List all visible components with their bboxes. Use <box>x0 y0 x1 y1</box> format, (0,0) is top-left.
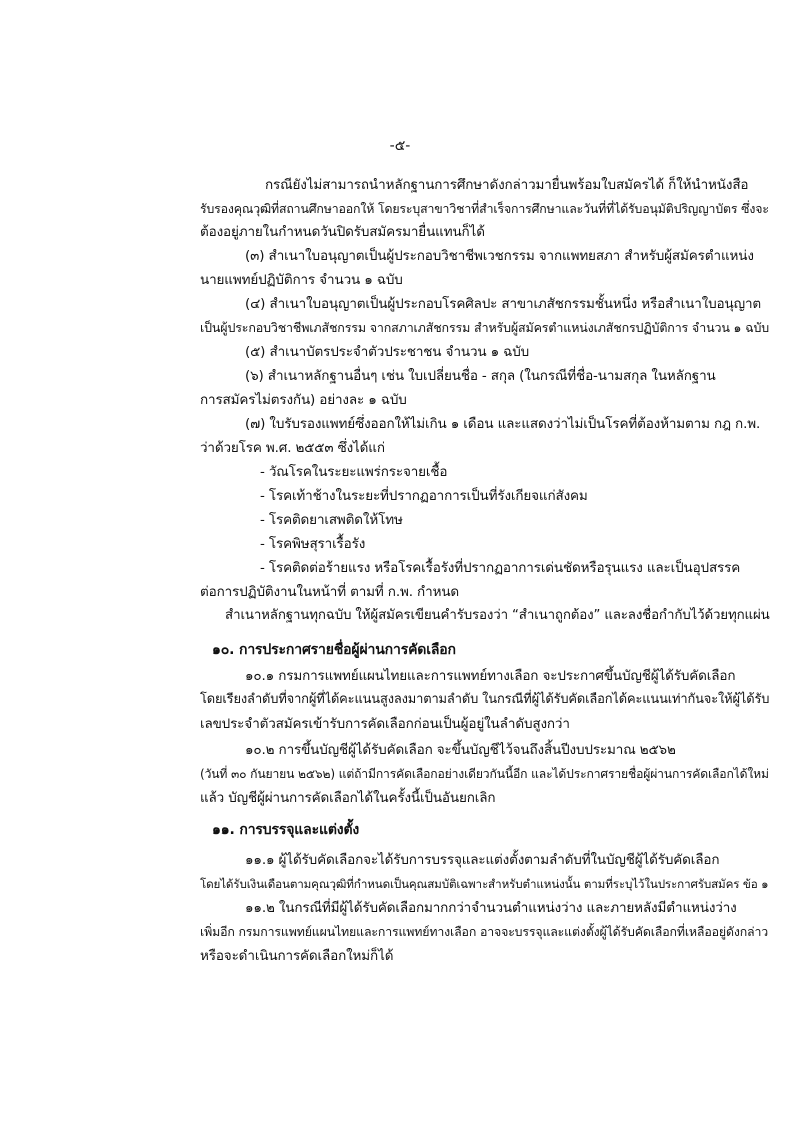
disease-item: - โรคพิษสุราเรื้อรัง <box>260 536 366 552</box>
doc-item-7-line-1: (๗) ใบรับรองแพทย์ซึ่งออกให้ไม่เกิน ๑ เดือน และแสดงว่าไม่เป็นโรคที่ต้องห้ามตาม กฎ ก.พ. <box>245 416 761 432</box>
page-number: -๕- <box>389 138 411 154</box>
section-10-1-line-2: โดยเรียงลำดับที่จากผู้ที่ได้คะแนนสูงลงมาตามลำดับ ในกรณีที่ผู้ได้รับคัดเลือกได้คะแนนเท่ากันจะให้ผู้ได้รับ <box>200 692 770 707</box>
doc-item-6-line-2: การสมัครไม่ตรงกัน) อย่างละ ๑ ฉบับ <box>200 392 407 408</box>
intro-line-1: กรณียังไม่สามารถนำหลักฐานการศึกษาดังกล่าวมายื่นพร้อมใบสมัครได้ ก็ให้นำหนังสือ <box>265 177 749 193</box>
intro-line-3: ต้องอยู่ภายในกำหนดวันปิดรับสมัครมายื่นแทนก็ได้ <box>200 224 485 240</box>
disease-item: - โรคติดต่อร้ายแรง หรือโรคเรื้อรังที่ปรากฏอาการเด่นชัดหรือรุนแรง และเป็นอุปสรรค <box>260 560 741 576</box>
doc-item-3-line-1: (๓) สำเนาใบอนุญาตเป็นผู้ประกอบวิชาชีพเวชกรรม จากแพทยสภา สำหรับผู้สมัครตำแหน่ง <box>245 248 754 264</box>
doc-item-5: (๕) สำเนาบัตรประจำตัวประชาชน จำนวน ๑ ฉบับ <box>245 344 530 360</box>
section-10-1-line-3: เลขประจำตัวสมัครเข้ารับการคัดเลือกก่อนเป็นผู้อยู่ในลำดับสูงกว่า <box>200 716 570 732</box>
section-10-2-line-3: แล้ว บัญชีผู้ผ่านการคัดเลือกได้ในครั้งนี้เป็นอันยกเลิก <box>200 790 496 806</box>
doc-item-4-line-2: เป็นผู้ประกอบวิชาชีพเภสัชกรรม จากสภาเภสัชกรรม สำหรับผู้สมัครตำแหน่งเภสัชกรปฏิบัติการ จำนวน ๑ ฉบับ <box>200 320 770 335</box>
section-10-1-line-1: ๑๐.๑ กรมการแพทย์แผนไทยและการแพทย์ทางเลือก จะประกาศขึ้นบัญชีผู้ได้รับคัดเลือก <box>245 668 736 684</box>
section-11-2-line-2: เพิ่มอีก กรมการแพทย์แผนไทยและการแพทย์ทางเลือก อาจจะบรรจุและแต่งตั้งผู้ได้รับคัดเลือกที่เหลืออยู่ดังกล่าว <box>200 925 769 939</box>
disease-item: - วัณโรคในระยะแพร่กระจายเชื้อ <box>260 464 448 480</box>
doc-item-4-line-1: (๔) สำเนาใบอนุญาตเป็นผู้ประกอบโรคศิลปะ สาขาเภสัชกรรมชั้นหนึ่ง หรือสำเนาใบอนุญาต <box>245 296 761 312</box>
section-10-2-line-2: (วันที่ ๓๐ กันยายน ๒๕๖๒) แต่ถ้ามีการคัดเลือกอย่างเดียวกันนี้อีก และได้ประกาศรายชื่อผู้ผ่านการคัดเลือกได้ใหม่ <box>200 767 769 781</box>
section-11-heading: ๑๑. การบรรจุและแต่งตั้ง <box>212 822 360 838</box>
section-11-2-line-1: ๑๑.๒ ในกรณีที่มีผู้ได้รับคัดเลือกมากกว่าจำนวนตำแหน่งว่าง และภายหลังมีตำแหน่งว่าง <box>245 900 737 916</box>
doc-item-3-line-2: นายแพทย์ปฏิบัติการ จำนวน ๑ ฉบับ <box>200 272 403 288</box>
section-10-heading: ๑๐. การประกาศรายชื่อผู้ผ่านการคัดเลือก <box>212 642 456 658</box>
certify-note: สำเนาหลักฐานทุกฉบับ ให้ผู้สมัครเขียนคำรับรองว่า “สำเนาถูกต้อง” และลงชื่อกำกับไว้ด้วยทุกแผ่น <box>225 608 770 623</box>
disease-item: - โรคเท้าช้างในระยะที่ปรากฏอาการเป็นที่รังเกียจแก่สังคม <box>260 488 588 504</box>
disease-tail: ต่อการปฏิบัติงานในหน้าที่ ตามที่ ก.พ. กำหนด <box>200 584 460 600</box>
section-11-1-line-2: โดยได้รับเงินเดือนตามคุณวุฒิที่กำหนดเป็นคุณสมบัติเฉพาะสำหรับตำแหน่งนั้น ตามที่ระบุไว้ในประกาศรับสมัคร ข้อ ๑ <box>200 877 769 891</box>
doc-item-6-line-1: (๖) สำเนาหลักฐานอื่นๆ เช่น ใบเปลี่ยนชื่อ - สกุล (ในกรณีที่ชื่อ-นามสกุล ในหลักฐาน <box>245 368 716 384</box>
section-11-1-line-1: ๑๑.๑ ผู้ได้รับคัดเลือกจะได้รับการบรรจุและแต่งตั้งตามลำดับที่ในบัญชีผู้ได้รับคัดเลือก <box>245 852 720 868</box>
disease-item: - โรคติดยาเสพติดให้โทษ <box>260 512 403 528</box>
section-11-2-line-3: หรือจะดำเนินการคัดเลือกใหม่ก็ได้ <box>200 948 394 964</box>
doc-item-7-line-2: ว่าด้วยโรค พ.ศ. ๒๕๕๓ ซึ่งได้แก่ <box>200 440 385 456</box>
section-10-2-line-1: ๑๐.๒ การขึ้นบัญชีผู้ได้รับคัดเลือก จะขึ้นบัญชีไว้จนถึงสิ้นปีงบประมาณ ๒๕๖๒ <box>245 742 676 758</box>
intro-line-2: รับรองคุณวุฒิที่สถานศึกษาออกให้ โดยระบุสาขาวิชาที่สำเร็จการศึกษาและวันที่ที่ได้รับอนุมัติปริญญาบัตร ซึ่งจะ <box>200 202 769 216</box>
